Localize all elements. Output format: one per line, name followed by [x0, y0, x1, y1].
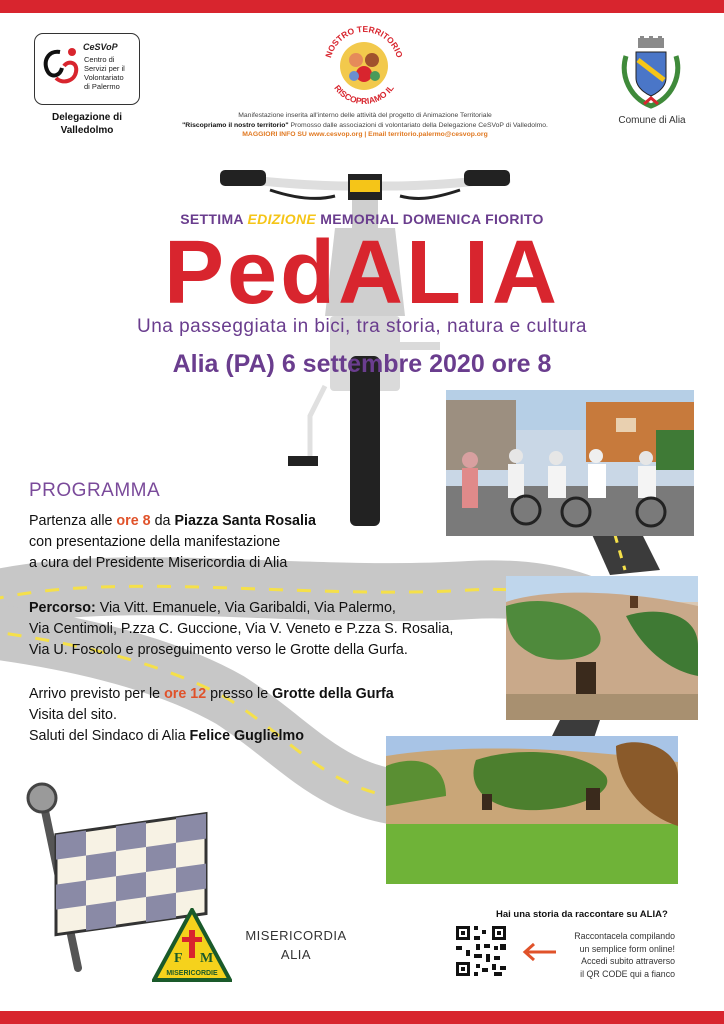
- svg-text:F: F: [174, 951, 183, 966]
- svg-text:NOSTRO TERRITORIO: NOSTRO TERRITORIO: [323, 23, 405, 59]
- story-question: Hai una storia da raccontare su ALIA?: [496, 909, 668, 920]
- qr-code-icon[interactable]: [454, 924, 508, 978]
- info-links[interactable]: MAGGIORI INFO SU www.cesvop.org | Email territorio.palermo@cesvop.org: [242, 131, 488, 138]
- qr-line: il QR CODE qui a fianco: [580, 968, 675, 979]
- svg-text:M: M: [200, 951, 214, 966]
- arrival-time: ore 12: [164, 686, 207, 702]
- info-line: Manifestazione inserita all'interno delle attività del progetto di Animazione Territoriale: [238, 112, 492, 119]
- misericordia-line: MISERICORDIA: [245, 928, 347, 943]
- arrival-line: [29, 726, 394, 747]
- photo-gurfa-exterior: [386, 736, 678, 884]
- edition-number: SETTIMA: [180, 211, 244, 227]
- text: Via Vitt. Emanuele, Via Garibaldi, Via Palermo,: [95, 600, 396, 616]
- cesvop-mark-icon: [38, 44, 82, 92]
- info-line: [150, 121, 580, 131]
- cesvop-line: Volontariato: [84, 73, 124, 82]
- project-name: "Riscopriamo il nostro territorio": [182, 121, 289, 129]
- delegation-line: Valledolmo: [60, 125, 114, 136]
- program-departure: [29, 511, 316, 574]
- cesvop-line: di Palermo: [84, 82, 120, 91]
- qr-line: Accedi subito attraverso: [581, 956, 675, 966]
- riscopriamo-badge: [320, 22, 408, 110]
- cesvop-line: Centro di: [84, 55, 115, 64]
- event-tagline: Una passeggiata in bici, tra storia, natura e cultura: [136, 316, 587, 337]
- start-time: ore 8: [116, 513, 151, 529]
- departure-line: [29, 511, 316, 532]
- route-line: Via U. Foscolo e proseguimento verso le Grotte della Gurfa.: [29, 642, 408, 658]
- route-line: [29, 598, 453, 619]
- text: Partenza alle: [29, 513, 117, 529]
- program-arrival: [29, 684, 394, 747]
- text: da: [150, 513, 175, 529]
- text: presso le: [206, 686, 273, 702]
- text: Arrivo previsto per le: [29, 686, 165, 702]
- qr-line: Raccontacela compilando: [574, 931, 675, 941]
- delegation-label: [30, 111, 144, 137]
- photo-gurfa-caves: [506, 576, 698, 720]
- program-heading: PROGRAMMA: [29, 480, 161, 501]
- departure-line: a cura del Presidente Misericordia di Alia: [29, 555, 288, 571]
- qr-instructions: [562, 930, 675, 980]
- start-place: Piazza Santa Rosalia: [174, 513, 316, 529]
- route-line: Via Centimoli, P.zza C. Guccione, Via V. Veneto e P.zza S. Rosalia,: [29, 621, 454, 637]
- event-title: PedALIA: [163, 223, 561, 323]
- memorial-name: MEMORIAL DOMENICA FIORITO: [320, 211, 544, 227]
- qr-line: un semplice form online!: [579, 943, 675, 954]
- misericordie-logo-text: MISERICORDIE: [166, 970, 218, 977]
- arrival-line: [29, 684, 394, 705]
- svg-text:RISCOPRIAMO IL: RISCOPRIAMO IL: [332, 82, 396, 107]
- text: Saluti del Sindaco di Alia: [29, 728, 190, 744]
- bottom-bar: [0, 1011, 724, 1024]
- cesvop-line: Servizi per il: [84, 64, 125, 73]
- comune-label: Comune di Alia: [618, 115, 686, 126]
- arrival-place: Grotte della Gurfa: [272, 686, 394, 702]
- edition-word: EDIZIONE: [247, 211, 317, 227]
- mayor-name: Felice Guglielmo: [189, 728, 304, 744]
- event-date: Alia (PA) 6 settembre 2020 ore 8: [172, 350, 552, 378]
- arrival-line: Visita del sito.: [29, 707, 117, 723]
- photo-cyclists: [446, 390, 694, 536]
- project-info: [150, 111, 580, 140]
- route-label: Percorso:: [29, 600, 96, 616]
- program-route: [29, 598, 453, 661]
- cesvop-name: CeSVoP: [83, 42, 118, 52]
- delegation-line: Delegazione di: [51, 112, 122, 123]
- misericordie-logo: [152, 908, 232, 984]
- misericordia-line: ALIA: [280, 947, 312, 962]
- top-bar: [0, 0, 724, 13]
- comune-crest-icon: [620, 36, 682, 112]
- info-text: Promosso dalle associazioni di volontariato della Delegazione CeSVoP di Valledolmo.: [288, 121, 548, 129]
- arrow-left-icon: [522, 942, 558, 962]
- misericordia-label: [236, 926, 356, 964]
- cesvop-description: [84, 55, 125, 91]
- departure-line: con presentazione della manifestazione: [29, 534, 281, 550]
